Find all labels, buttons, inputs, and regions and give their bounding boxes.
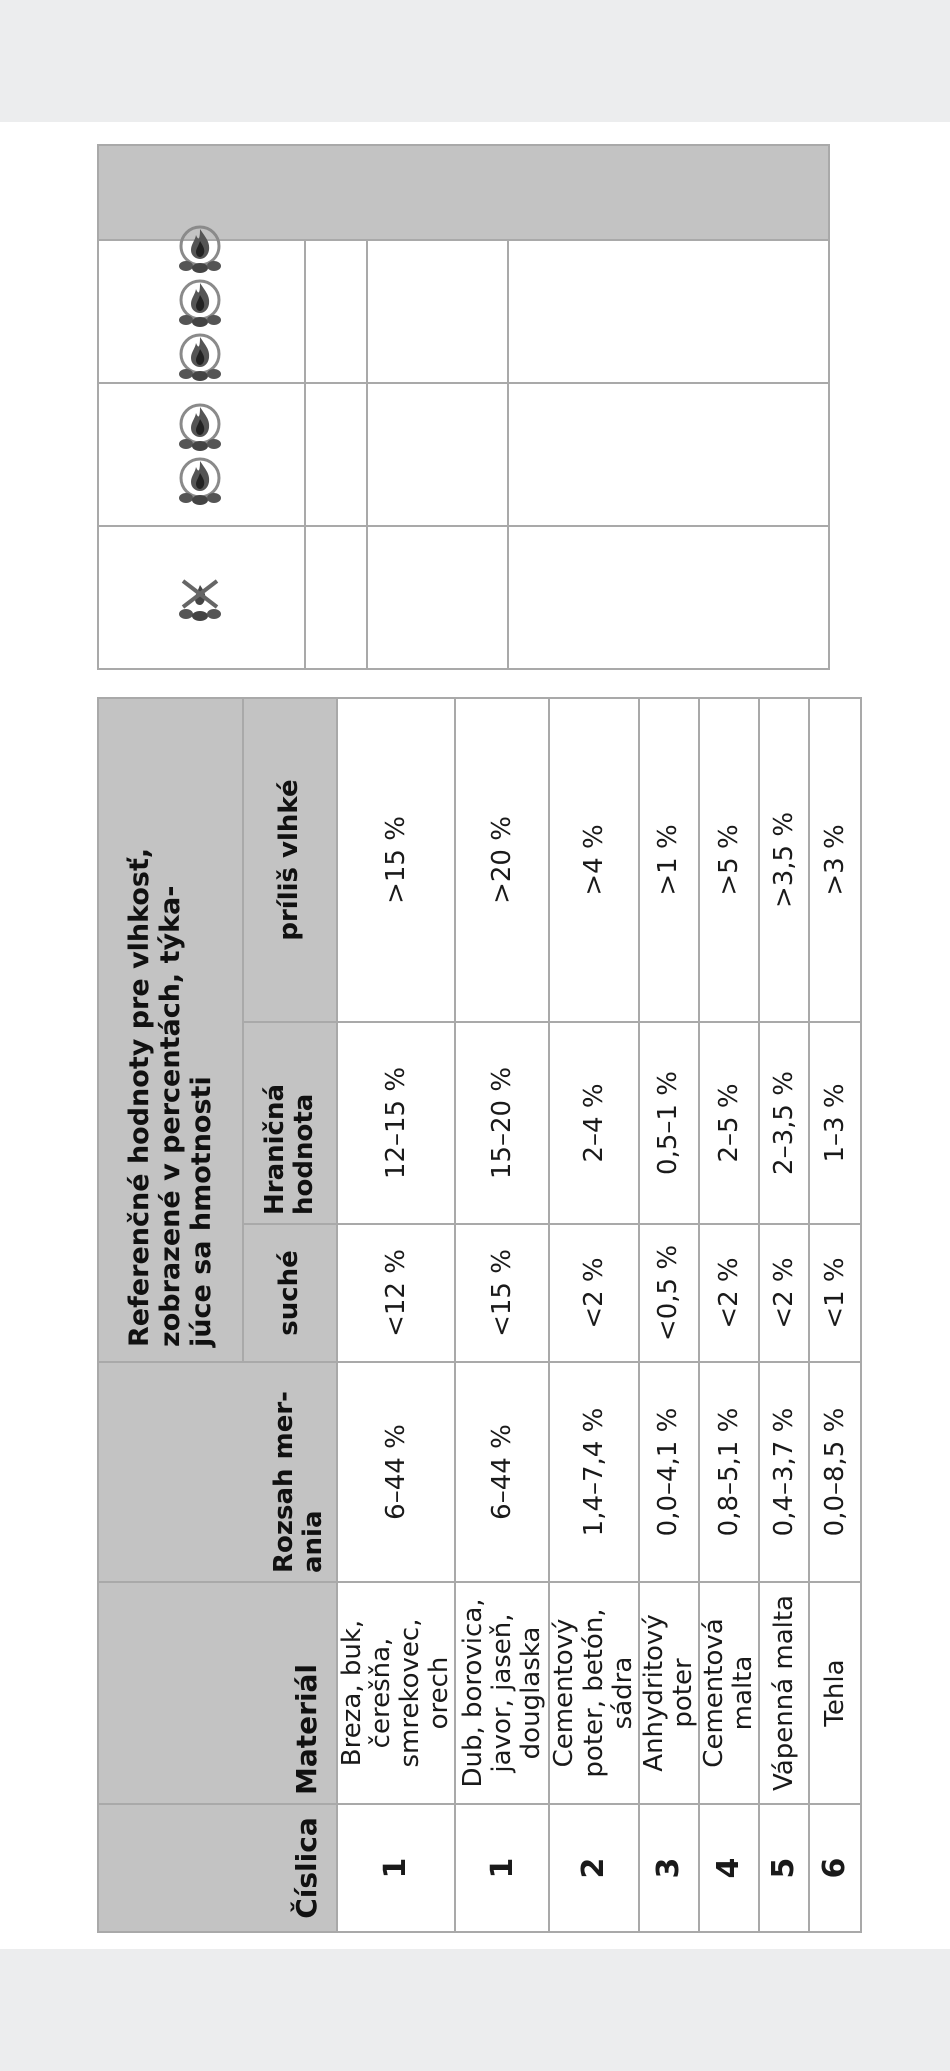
row-material: Dub, borovica, javor, jaseň, douglaska [455, 1582, 549, 1804]
fire-three-cell [98, 240, 305, 383]
empty-cell [508, 240, 829, 383]
empty-cell [367, 383, 508, 526]
row-range: 0,0–4,1 % [639, 1362, 699, 1582]
row-number: 1 [455, 1804, 549, 1932]
empty-cell [305, 526, 367, 669]
row-range: 0,4–3,7 % [759, 1362, 809, 1582]
row-number: 1 [337, 1804, 455, 1932]
header-wet: príliš vlhké [243, 698, 337, 1022]
row-limit: 2–5 % [699, 1022, 759, 1224]
empty-cell [508, 526, 829, 669]
reference-table-wrap [97, 699, 853, 1933]
fire-off-icon-group [172, 573, 228, 623]
row-dry: <12 % [337, 1224, 455, 1362]
row-wet: >15 % [337, 698, 455, 1022]
header-dry: suché [243, 1224, 337, 1362]
row-wet: >3,5 % [759, 698, 809, 1022]
fire-legend-table [97, 144, 830, 670]
row-number: 5 [759, 1804, 809, 1932]
row-number: 3 [639, 1804, 699, 1932]
row-limit: 12–15 % [337, 1022, 455, 1224]
row-material: Anhydritový poter [639, 1582, 699, 1804]
table-row [639, 698, 699, 1932]
header-reference-values: Referenčné hodnoty pre vlhkosť, zobrazené v percentách, týka- júce sa hmotnosti [98, 698, 243, 1362]
row-material: Cementová malta [699, 1582, 759, 1804]
row-dry: <15 % [455, 1224, 549, 1362]
empty-cell [367, 526, 508, 669]
row-wet: >3 % [809, 698, 861, 1022]
table-row [809, 698, 861, 1932]
row-range: 0,0–8,5 % [809, 1362, 861, 1582]
table-row [699, 698, 759, 1932]
row-number: 2 [549, 1804, 638, 1932]
row-wet: >1 % [639, 698, 699, 1022]
fire-icon-group [172, 403, 228, 507]
row-range: 6–44 % [455, 1362, 549, 1582]
row-range: 1,4–7,4 % [549, 1362, 638, 1582]
row-number: 6 [809, 1804, 861, 1932]
fire-legend-table-wrap [97, 146, 828, 670]
row-wet: >4 % [549, 698, 638, 1022]
header-limit: Hraničná hodnota [243, 1022, 337, 1224]
table-row [337, 698, 455, 1932]
row-limit: 15–20 % [455, 1022, 549, 1224]
fire-icon-group [172, 224, 228, 382]
table-row [759, 698, 809, 1932]
empty-cell [367, 240, 508, 383]
fire-icon-row [98, 145, 305, 669]
row-material: Vápenná malta [759, 1582, 809, 1804]
row-range: 6–44 % [337, 1362, 455, 1582]
moisture-reference-table [97, 697, 862, 1933]
fire-icon [175, 221, 225, 277]
table-row [455, 698, 549, 1932]
row-dry: <1 % [809, 1224, 861, 1362]
fire-two-cell [98, 383, 305, 526]
empty-cell [305, 383, 367, 526]
row-dry: <2 % [549, 1224, 638, 1362]
row-number: 4 [699, 1804, 759, 1932]
row-wet: >5 % [699, 698, 759, 1022]
row-material: Cementový poter, betón, sádra [549, 1582, 638, 1804]
row-dry: <0,5 % [639, 1224, 699, 1362]
fire-icon [175, 329, 225, 385]
header-row-top [98, 698, 243, 1932]
row-wet: >20 % [455, 698, 549, 1022]
empty-cell [508, 383, 829, 526]
fire-off-cell [98, 526, 305, 669]
fire-icon [175, 454, 225, 510]
fire-icon [175, 275, 225, 331]
fire-off-icon [175, 570, 225, 626]
fire-icon [175, 400, 225, 456]
header-range: Rozsah mer- ania [98, 1362, 337, 1582]
header-material: Materiál [98, 1582, 337, 1804]
row-material: Breza, buk, čerešňa, smrekovec, orech [337, 1582, 455, 1804]
empty-cell [305, 240, 367, 383]
row-range: 0,8–5,1 % [699, 1362, 759, 1582]
table-row [549, 698, 638, 1932]
row-limit: 2–3,5 % [759, 1022, 809, 1224]
row-dry: <2 % [759, 1224, 809, 1362]
row-limit: 0,5–1 % [639, 1022, 699, 1224]
row-material: Tehla [809, 1582, 861, 1804]
row-dry: <2 % [699, 1224, 759, 1362]
row-limit: 1–3 % [809, 1022, 861, 1224]
row-limit: 2–4 % [549, 1022, 638, 1224]
header-cislica: Číslica [98, 1804, 337, 1932]
